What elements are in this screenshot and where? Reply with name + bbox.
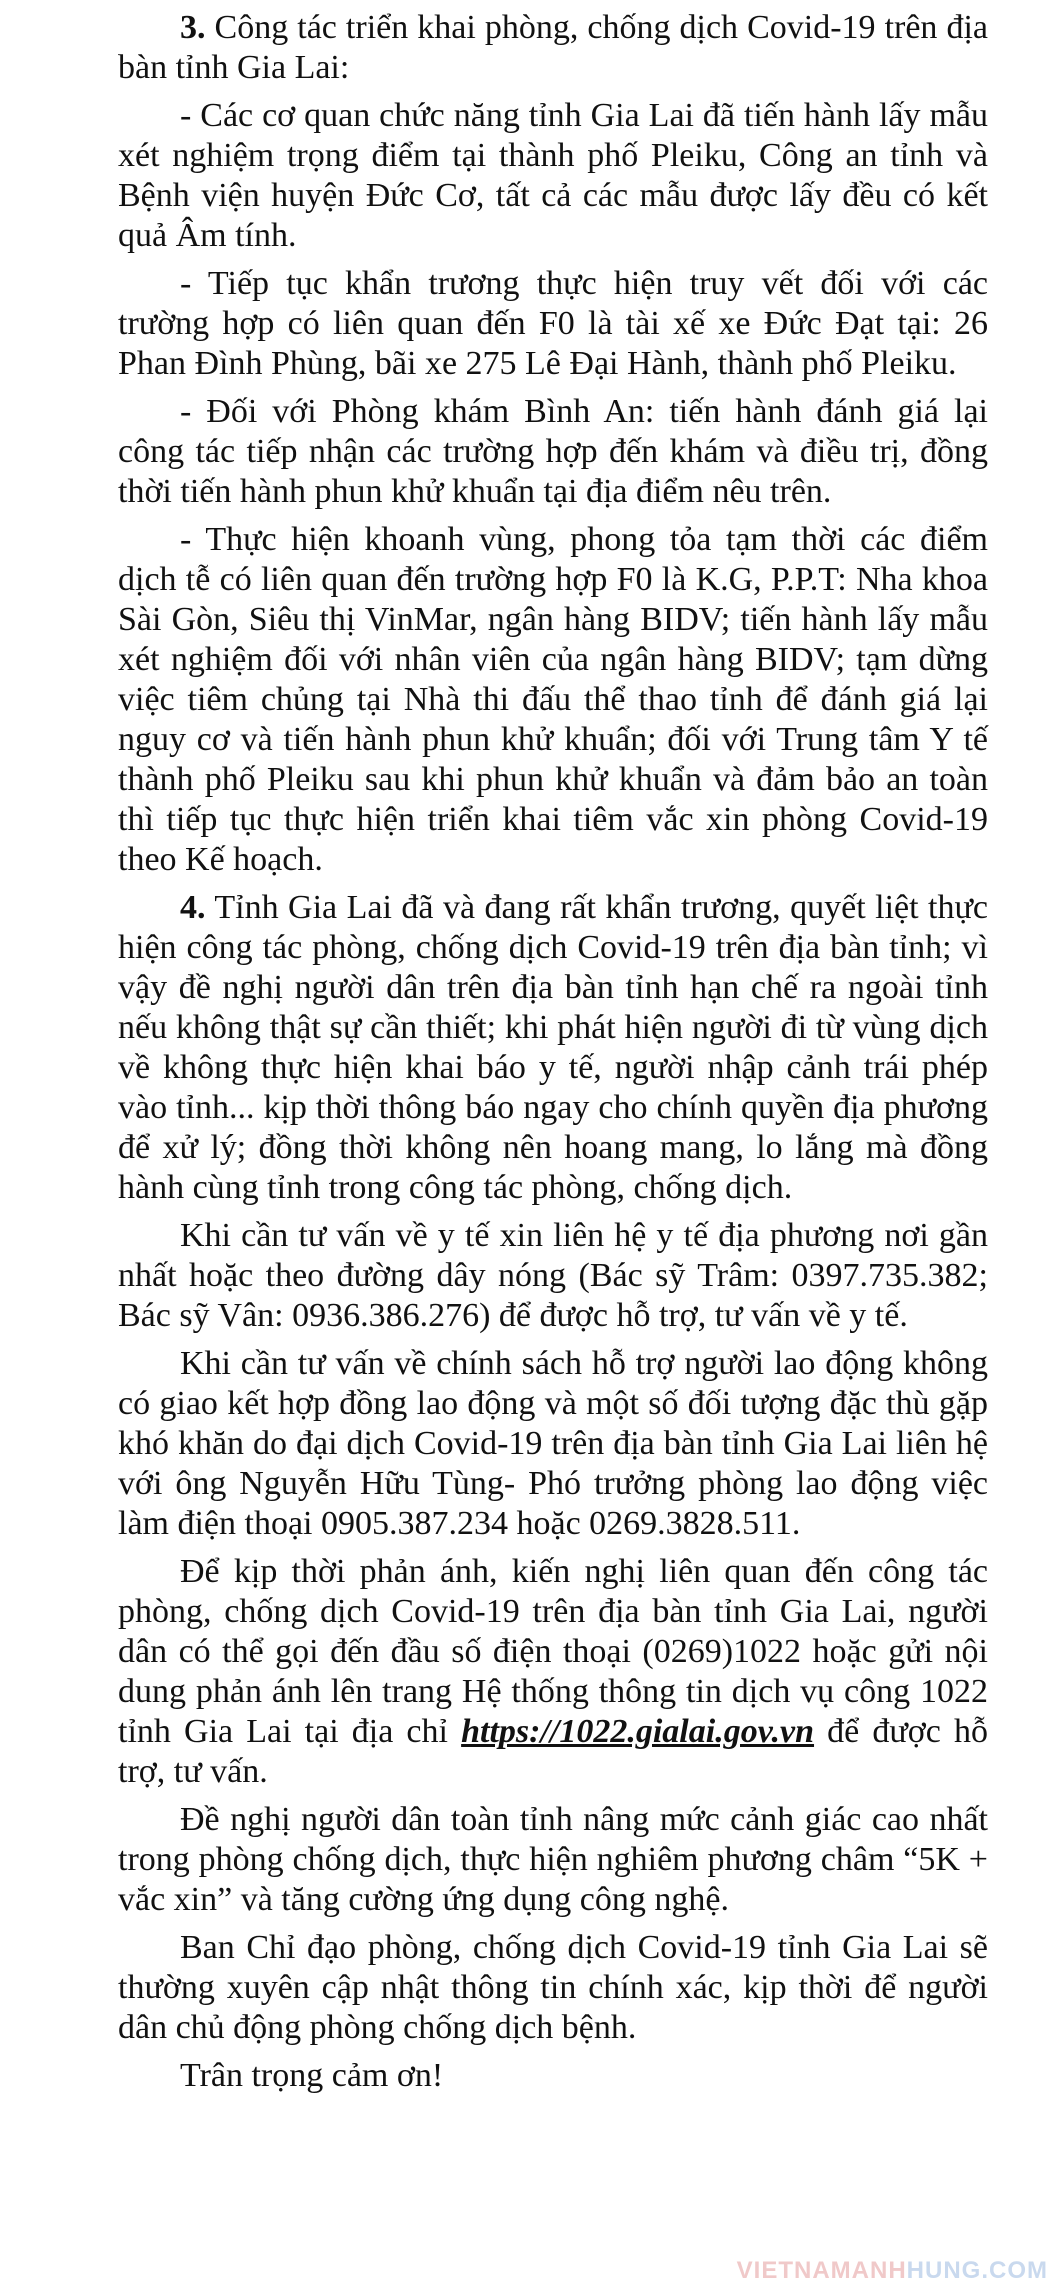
section-3-heading-text: Công tác triển khai phòng, chống dịch Covid-19 trên địa bàn tỉnh Gia Lai: — [118, 9, 989, 86]
section-3-bullet-2: - Tiếp tục khẩn trương thực hiện truy vết đối với các trường hợp có liên quan đến F0 là tài xế xe Đức Đạt tại: 26 Phan Đình Phùng, bãi xe 275 Lê Đại Hành, thành phố Pleiku. — [118, 265, 988, 382]
section-3-bullet-4: - Thực hiện khoanh vùng, phong tỏa tạm thời các điểm dịch tễ có liên quan đến trường hợp F0 là K.G, P.P.T: Nha khoa Sài Gòn, Siêu thị VinMar, ngân hàng BIDV; tiến hành lấy mẫu xét nghiệm đối với nhân viên của ngân hàng BIDV; tạm dừng việc tiêm chủng tại Nhà thi đấu thể thao tỉnh để đánh giá lại nguy cơ và tiến hành phun khử khuẩn; đối với Trung tâm Y tế thành phố Pleiku sau khi phun khử khuẩn và đảm bảo an toàn thì tiếp tục thực hiện triển khai tiêm vắc xin phòng Covid-19 theo Kế hoạch. — [118, 521, 988, 878]
feedback-text: Để kịp thời phản ánh, kiến nghị liên quan đến công tác phòng, chống dịch Covid-19 trên địa bàn tỉnh Gia Lai, người dân có thể gọi đến đầu số điện thoại (0269)1022 hoặc gửi nội dung phản ánh lên trang Hệ thống thông tin dịch vụ công 1022 tỉnh Gia Lai tại địa chỉ — [118, 1553, 988, 1750]
labor-advice-paragraph: Khi cần tư vấn về chính sách hỗ trợ người lao động không có giao kết hợp đồng lao động và một số đối tượng đặc thù gặp khó khăn do đại dịch Covid-19 trên địa bàn tỉnh Gia Lai liên hệ với ông Nguyễn Hữu Tùng- Phó trưởng phòng lao động việc làm điện thoại 0905.387.234 hoặc 0269.3828.511. — [118, 1345, 988, 1542]
section-3-number: 3. — [180, 9, 206, 46]
vigilance-paragraph: Đề nghị người dân toàn tỉnh nâng mức cảnh giác cao nhất trong phòng chống dịch, thực hiện nghiêm phương châm “5K + vắc xin” và tăng cường ứng dụng công nghệ. — [118, 1801, 988, 1918]
document-page — [118, 8, 988, 2104]
section-4-paragraph — [118, 888, 988, 1208]
watermark — [737, 2256, 1048, 2286]
watermark-part-2: HUNG.COM — [906, 2257, 1048, 2284]
health-advice-paragraph: Khi cần tư vấn về y tế xin liên hệ y tế địa phương nơi gần nhất hoặc theo đường dây nóng (Bác sỹ Trâm: 0397.735.382; Bác sỹ Vân: 0936.386.276) để được hỗ trợ, tư vấn về y tế. — [118, 1217, 988, 1334]
section-4-number: 4. — [180, 889, 206, 926]
committee-paragraph: Ban Chỉ đạo phòng, chống dịch Covid-19 tỉnh Gia Lai sẽ thường xuyên cập nhật thông tin chính xác, kịp thời để người dân chủ động phòng chống dịch bệnh. — [118, 1929, 988, 2046]
feedback-text-after: để được hỗ trợ, tư vấn. — [118, 1713, 988, 1790]
feedback-url-link[interactable]: https://1022.gialai.gov.vn — [461, 1713, 815, 1750]
watermark-part-1: VIETNAMANH — [736, 2257, 907, 2284]
section-3-bullet-3: - Đối với Phòng khám Bình An: tiến hành đánh giá lại công tác tiếp nhận các trường hợp đến khám và điều trị, đồng thời tiến hành phun khử khuẩn tại địa điểm nêu trên. — [118, 393, 988, 510]
section-3-bullet-1: - Các cơ quan chức năng tỉnh Gia Lai đã tiến hành lấy mẫu xét nghiệm trọng điểm tại thành phố Pleiku, Công an tỉnh và Bệnh viện huyện Đức Cơ, tất cả các mẫu được lấy đều có kết quả Âm tính. — [118, 97, 988, 254]
feedback-paragraph — [118, 1552, 988, 1792]
section-3-heading — [118, 8, 988, 88]
section-4-text: Tỉnh Gia Lai đã và đang rất khẩn trương, quyết liệt thực hiện công tác phòng, chống dịch Covid-19 trên địa bàn tỉnh; vì vậy đề nghị người dân trên địa bàn tỉnh hạn chế ra ngoài tỉnh nếu không thật sự cần thiết; khi phát hiện người đi từ vùng dịch về không thực hiện khai báo y tế, người nhập cảnh trái phép vào tỉnh... kịp thời thông báo ngay cho chính quyền địa phương để xử lý; đồng thời không nên hoang mang, lo lắng mà đồng hành cùng tỉnh trong công tác phòng, chống dịch. — [118, 889, 988, 1206]
closing-line: Trân trọng cảm ơn! — [180, 2057, 444, 2094]
